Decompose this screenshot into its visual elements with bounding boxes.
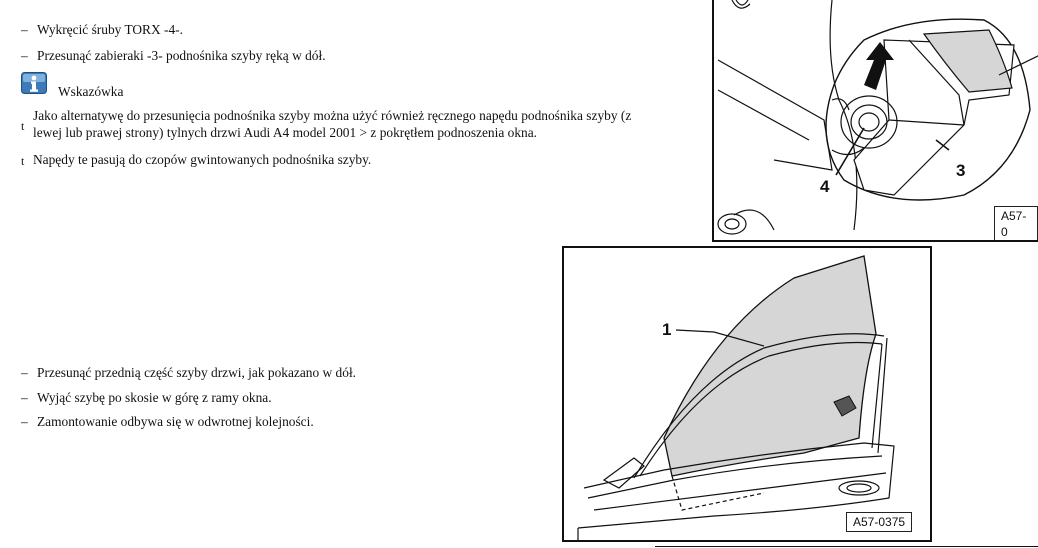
note-text-line: Jako alternatywę do przesunięcia podnośnika szyby można użyć również ręcznego napędu podnośnika szyby (z — [33, 108, 632, 123]
step-marker: – — [21, 414, 28, 429]
step-text: Wyjąć szybę po skosie w górę z ramy okna. — [37, 390, 272, 405]
callout-4: 4 — [820, 177, 830, 196]
figure-door-glass-drawing — [564, 248, 930, 540]
note-title: Wskazówka — [58, 84, 124, 99]
figure-code: A57-0 — [994, 206, 1038, 242]
divider — [655, 546, 1038, 547]
info-icon — [21, 72, 47, 94]
figure-window-regulator — [712, 0, 1038, 242]
note-text-line: Napędy te pasują do czopów gwintowanych podnośnika szyby. — [33, 152, 372, 167]
callout-1: 1 — [662, 320, 672, 339]
note-text-line: lewej lub prawej strony) tylnych drzwi Audi A4 model 2001 > z pokrętłem podnoszenia okna. — [33, 125, 538, 140]
step-marker: – — [21, 365, 28, 380]
callout-3: 3 — [956, 161, 966, 180]
step-text: Przesunąć przednią część szyby drzwi, jak pokazano w dół. — [37, 365, 357, 380]
step-text: Przesunąć zabieraki -3- podnośnika szyby ręką w dół. — [37, 48, 326, 63]
step-marker: – — [21, 390, 28, 405]
step-text: Wykręcić śruby TORX -4-. — [37, 22, 183, 37]
step-marker: – — [21, 22, 28, 37]
figure-code: A57-0375 — [846, 512, 912, 532]
note-marker: t — [21, 154, 25, 168]
note-marker: t — [21, 119, 25, 133]
step-text: Zamontowanie odbywa się w odwrotnej kolejności. — [37, 414, 314, 429]
figure-window-regulator-drawing — [714, 0, 1038, 242]
figure-door-glass — [562, 246, 932, 542]
step-marker: – — [21, 48, 28, 63]
